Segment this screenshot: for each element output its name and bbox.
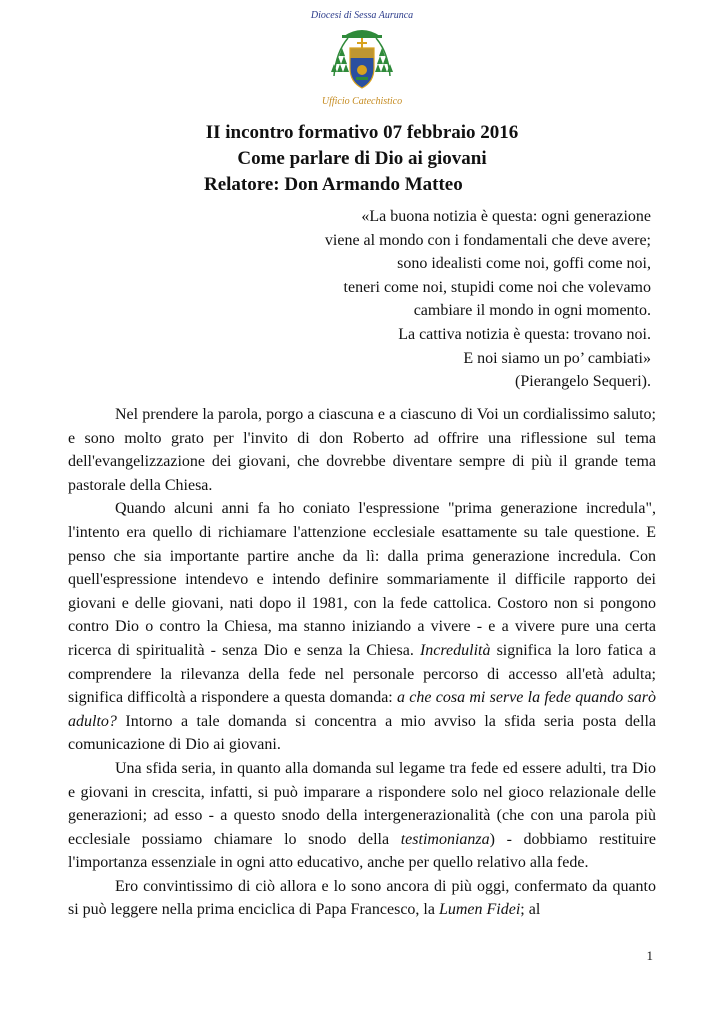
quote-line: teneri come noi, stupidi come noi che volevamo [343, 278, 651, 296]
paragraph-text: Quando alcuni anni fa ho coniato l'espressione "prima generazione incredula", l'intento era quello di richiamare l'attenzione ecclesiale esattamente su tale questione. E penso che sia importante partire anche da lì: dalla prima generazione incredula. Con quell'espressione intendevo e intendo definire sommariamente il difficile rapporto dei giovani e delle giovani, nati dopo il 1981, con la fede cattolica. Costoro non si pongono contro Dio o contro la Chiesa, ma stanno iniziando a vivere - e a vivere pure una certa ricerca di spiritualità - senza Dio e senza la Chiesa. [68, 500, 656, 659]
paragraph-4 [68, 875, 656, 922]
paragraph-text: Una sfida seria, in quanto alla domanda sul legame tra fede ed essere adulti, tra Dio e giovani in crescita, infatti, si può imparare a rispondere solo nel gioco relazionale delle generazioni; ad esso - a questo snodo della intergenerazionalità (che con una parola più ecclesiale possiamo chiamare lo snodo della [68, 759, 656, 848]
quote-attribution: (Pierangelo Sequeri). [515, 373, 651, 391]
quote-line: La cattiva notizia è questa: trovano noi. [398, 325, 651, 343]
epigraph-quote [231, 205, 651, 394]
document-title-line-2: Come parlare di Dio ai giovani [237, 148, 487, 169]
quote-line: «La buona notizia è questa: ogni generazione [361, 208, 651, 225]
quote-line: viene al mondo con i fondamentali che deve avere; [324, 231, 651, 249]
speaker-line: Relatore: Don Armando Matteo [204, 174, 463, 195]
document-title-line-1: II incontro formativo 07 febbraio 2016 [205, 122, 519, 143]
quote-line: sono idealisti come noi, goffi come noi, [397, 255, 651, 273]
emphasis-text: a che cosa mi serve la fede quando sarò adulto? [68, 689, 656, 730]
emphasis-text: Lumen Fidei [438, 901, 521, 919]
emphasis-text: Incredulità [419, 641, 491, 659]
paragraph-text: Intorno a tale domanda si concentra a mio avviso la sfida seria posta della comunicazione di Dio ai giovani. [68, 712, 656, 754]
paragraph-text: Ero convintissimo di ciò allora e lo sono ancora di più oggi, confermato da quanto si può leggere nella prima enciclica di Papa Francesco, la [68, 877, 656, 919]
paragraph-2 [68, 497, 656, 757]
paragraph-text: ) - dobbiamo restituire l'importanza essenziale in ogni atto educativo, anche per quello relativo alla fede. [68, 830, 657, 872]
quote-line: E noi siamo un po’ cambiati» [463, 349, 651, 367]
body-text [68, 403, 656, 922]
quote-line: cambiare il mondo in ogni momento. [413, 302, 651, 320]
paragraph-1 [68, 403, 656, 497]
office-name: Ufficio Catechistico [321, 96, 403, 107]
paragraph-text: Nel prendere la parola, porgo a ciascuna e a ciascuno di Voi un cordialissimo saluto; e sono molto grato per l'invito di don Roberto ad offrire una riflessione sul tema dell'evangelizzazione dei giovani, che dovrebbe diventare sempre di più il grande tema pastorale della Chiesa. [68, 406, 656, 494]
episcopal-coat-of-arms-icon [322, 22, 402, 96]
emphasis-text: testimonianza [400, 830, 490, 848]
paragraph-text: significa la loro fatica a comprendere la rilevanza della fede nel personale percorso di accesso all'età adulta; significa difficoltà a rispondere a questa domanda: [68, 641, 657, 707]
paragraph-text: ; al [520, 901, 541, 919]
diocese-name: Diocesi di Sessa Aurunca [310, 10, 414, 21]
paragraph-3 [68, 757, 656, 875]
page-number: 1 [646, 948, 653, 963]
